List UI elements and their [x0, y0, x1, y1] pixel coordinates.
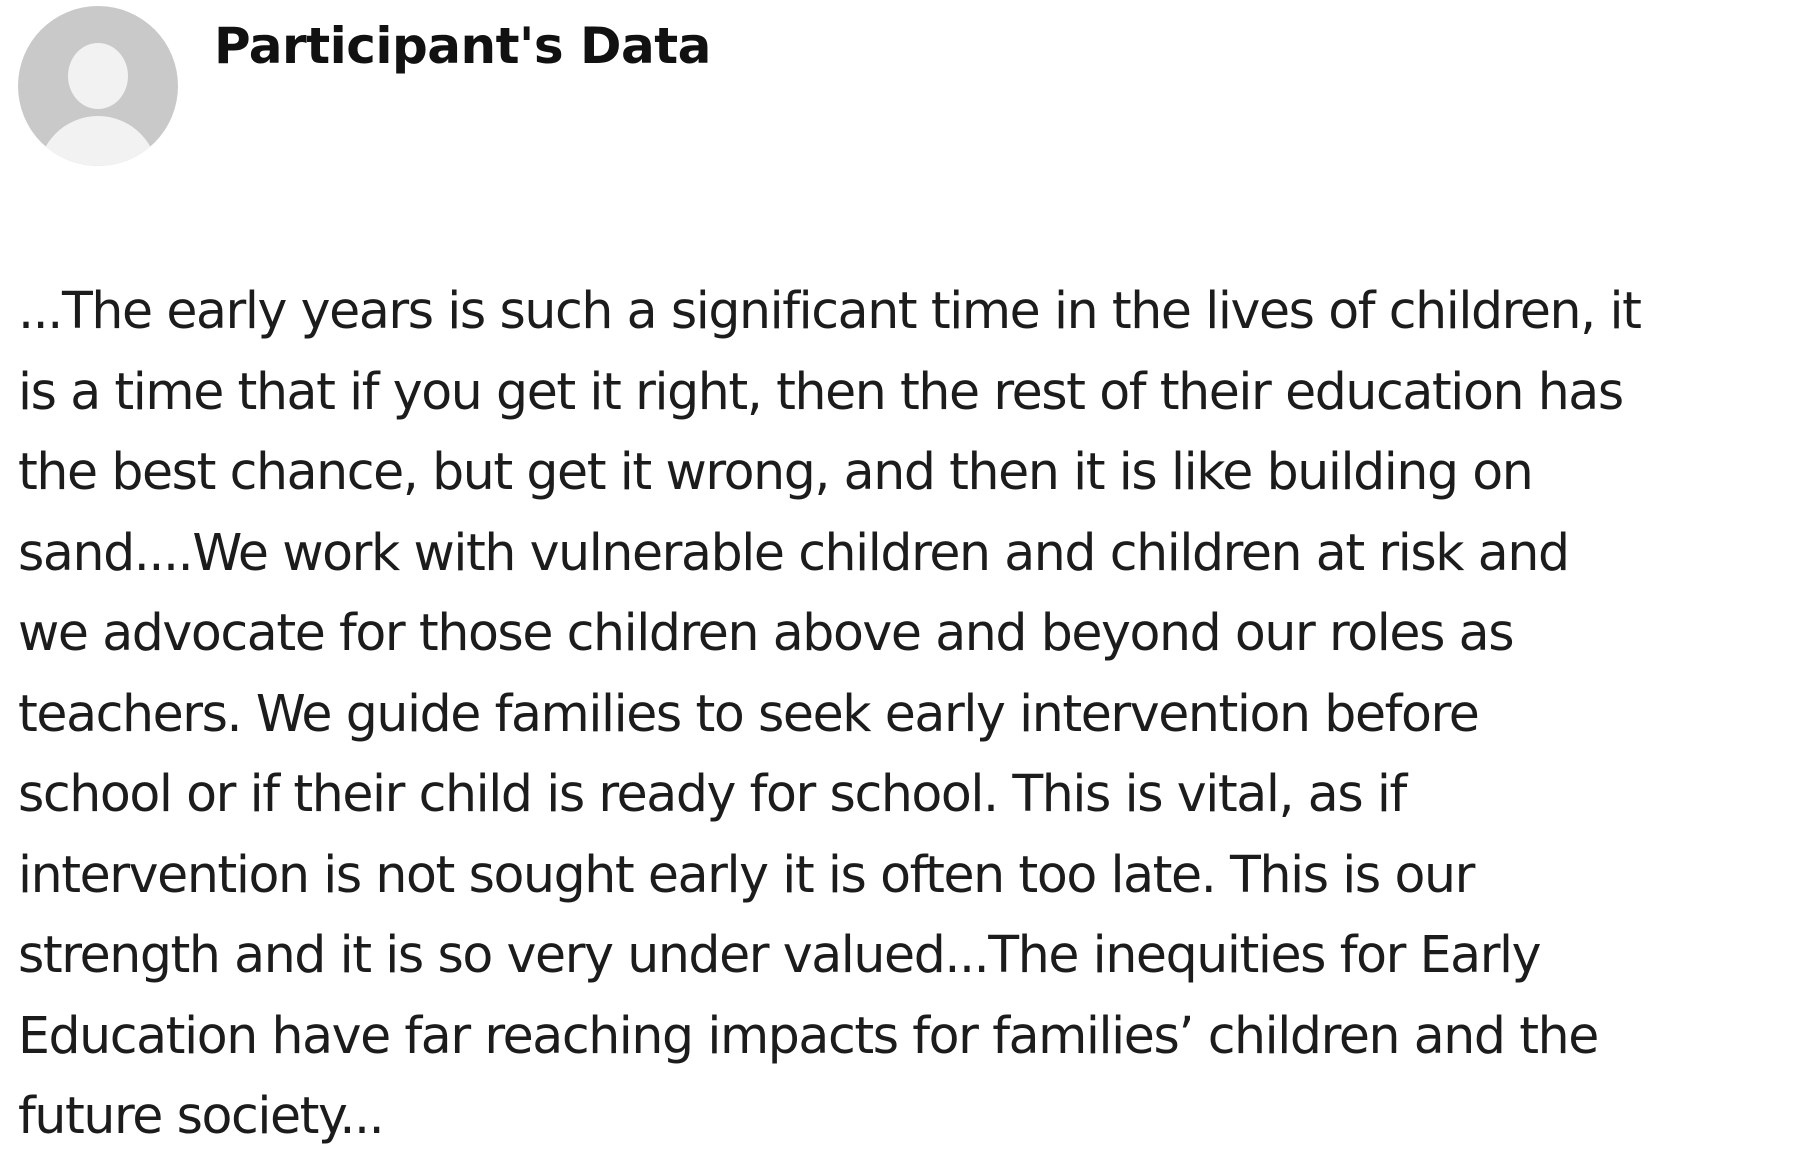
post-body-line: teachers. We guide families to seek early intervention before [18, 683, 1479, 743]
avatar-shoulders-shape [38, 116, 158, 166]
post-body-text [18, 271, 1798, 1157]
author-name[interactable]: Participant's Data [214, 17, 711, 75]
post-body-line: intervention is not sought early it is often too late. This is our [18, 844, 1474, 904]
post-body-line: is a time that if you get it right, then the rest of their education has [18, 361, 1623, 421]
post-body-line: we advocate for those children above and beyond our roles as [18, 603, 1514, 662]
default-profile-icon[interactable] [18, 6, 178, 166]
post-body-line: ...The early years is such a significant time in the lives of children, it [18, 281, 1641, 340]
post-body-line: Education have far reaching impacts for families’ children and the [18, 1005, 1598, 1065]
post-body-line: sand....We work with vulnerable children and children at risk and [18, 522, 1569, 582]
avatar-head-shape [68, 43, 128, 109]
post-body-line: the best chance, but get it wrong, and then it is like building on [18, 442, 1533, 501]
post-body-line: future society... [18, 1086, 384, 1145]
post-body-line: school or if their child is ready for school. This is vital, as if [18, 764, 1406, 823]
post-body-line: strength and it is so very under valued...The inequities for Early [18, 925, 1541, 984]
